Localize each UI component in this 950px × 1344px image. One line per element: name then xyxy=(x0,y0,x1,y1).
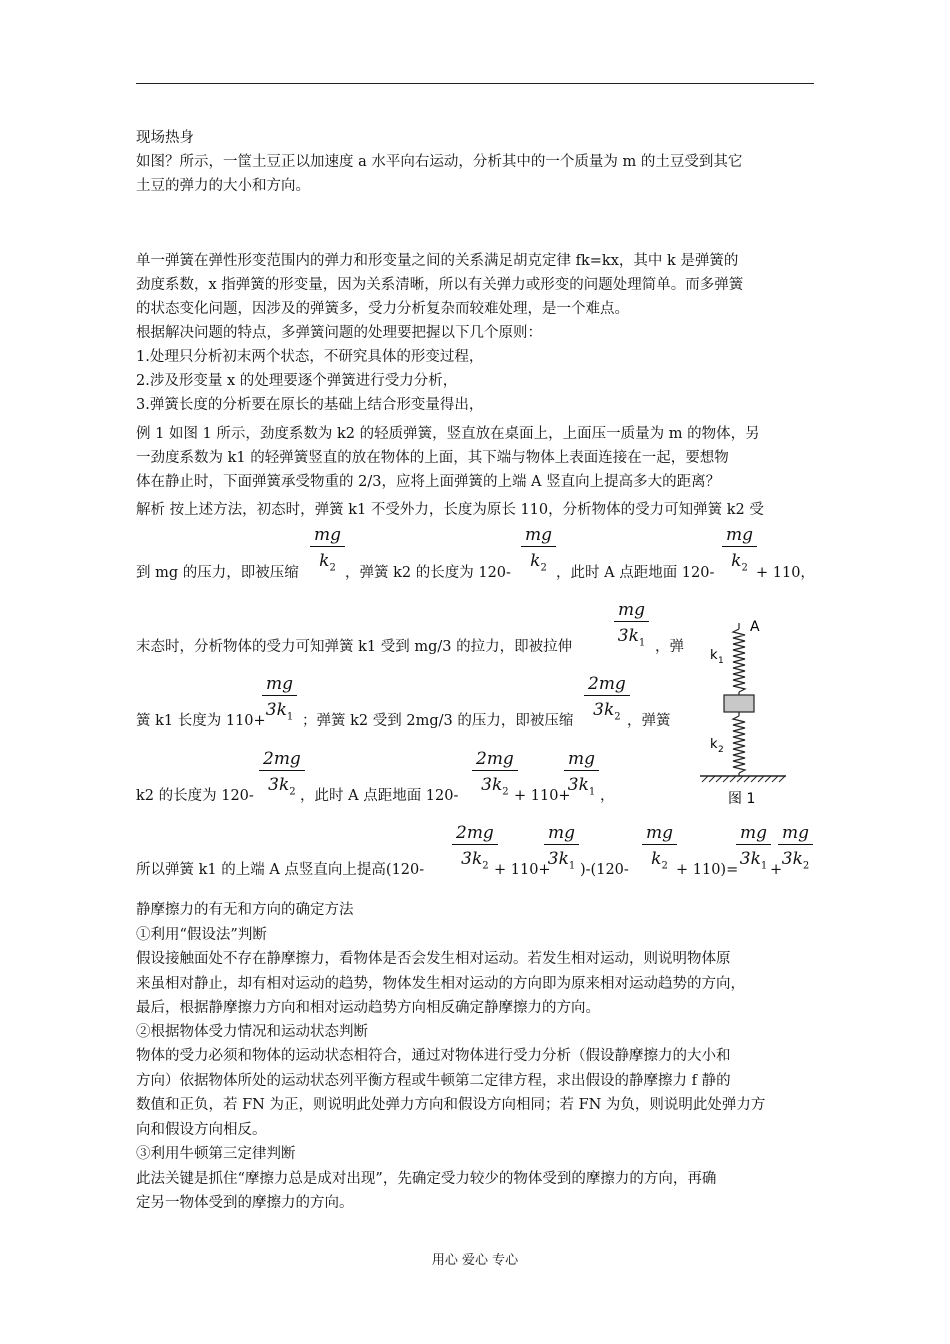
solution-text: 到 mg 的压力，即被压缩 xyxy=(136,565,299,581)
ground-hatch xyxy=(702,776,785,782)
method-2-text: 向和假设方向相反。 xyxy=(136,1122,267,1138)
fraction-mg-over-3k1: $\frac{mg}{3k_1}$ xyxy=(544,822,579,878)
fraction-mg-over-k2: $\frac{mg}{k_2}$ xyxy=(722,524,757,580)
svg-text:k: k xyxy=(710,737,718,752)
solution-text: + 110， xyxy=(756,565,815,581)
example-text-line: 一劲度系数为 k1 的轻弹簧竖直的放在物体的上面，其下端与物体上表面连接在一起，要想物 xyxy=(136,450,729,466)
fraction-2mg-over-3k2: $\frac{2mg}{3k_2}$ xyxy=(584,673,630,729)
warmup-heading: 现场热身 xyxy=(136,130,194,146)
fraction-mg-over-3k1: $\frac{mg}{3k_1}$ xyxy=(614,599,649,655)
fraction-mg-over-3k2: $\frac{mg}{3k_2}$ xyxy=(778,822,813,878)
page-footer: 用心 爱心 专心 xyxy=(431,1253,519,1268)
spring-k2 xyxy=(733,716,745,773)
label-k2 xyxy=(710,737,724,755)
svg-text:k: k xyxy=(710,648,718,663)
solution-text: ，此时 A 点距地面 120- xyxy=(556,565,715,581)
label-k1 xyxy=(710,648,724,666)
method-3-text: 定另一物体受到的摩擦力的方向。 xyxy=(136,1195,354,1211)
spring-k1 xyxy=(733,629,745,692)
fraction-mg-over-3k1: $\frac{mg}{3k_1}$ xyxy=(564,748,599,804)
warmup-text-line: 土豆的弹力的大小和方向。 xyxy=(136,178,310,194)
solution-text: )-(120- xyxy=(580,862,629,878)
intro-text-line: 根据解决问题的特点，多弹簧问题的处理要把握以下几个原则： xyxy=(136,325,542,341)
method-1-text: 来虽相对静止，却有相对运动的趋势，物体发生相对运动的方向即为原来相对运动趋势的方向， xyxy=(136,976,745,992)
solution-text: ， xyxy=(600,788,615,804)
principle-1: 1.处理只分析初末两个状态，不研究具体的形变过程， xyxy=(136,349,484,365)
fraction-mg-over-k2: $\frac{mg}{k_2}$ xyxy=(310,524,345,580)
example-text-line: 例 1 如图 1 所示，劲度系数为 k2 的轻质弹簧，竖直放在桌面上，上面压一质量为 m 的物体，另 xyxy=(136,426,760,442)
solution-text: + 110+ xyxy=(494,862,551,878)
friction-heading: 静摩擦力的有无和方向的确定方法 xyxy=(136,902,354,918)
principle-3: 3.弹簧长度的分析要在原长的基础上结合形变量得出， xyxy=(136,397,484,413)
solution-text: 簧 k1 长度为 110+ xyxy=(136,713,266,729)
intro-text-line: 的状态变化问题，因涉及的弹簧多，受力分析复杂而较难处理，是一个难点。 xyxy=(136,301,629,317)
fraction-2mg-over-3k2: $\frac{2mg}{3k_2}$ xyxy=(452,822,498,878)
method-2-text: 方向）依据物体所处的运动状态列平衡方程或牛顿第二定律方程，求出假设的静摩擦力 f 静的 xyxy=(136,1073,731,1089)
spring-figure xyxy=(690,615,800,810)
solution-text: ，弹簧 xyxy=(627,713,671,729)
fraction-mg-over-3k1: $\frac{mg}{3k_1}$ xyxy=(262,673,297,729)
method-3-title: ③利用牛顿第三定律判断 xyxy=(136,1146,296,1162)
method-2-text: 物体的受力必须和物体的运动状态相符合，通过对物体进行受力分析（假设静摩擦力的大小和 xyxy=(136,1048,731,1064)
method-2-title: ②根据物体受力情况和运动状态判断 xyxy=(136,1024,368,1040)
method-1-text: 最后，根据静摩擦力方向和相对运动趋势方向相反确定静摩擦力的方向。 xyxy=(136,1000,600,1016)
intro-text-line: 单一弹簧在弹性形变范围内的弹力和形变量之间的关系满足胡克定律 fk=kx，其中 k 是弹簧的 xyxy=(136,253,739,269)
principle-2: 2.涉及形变量 x 的处理要逐个弹簧进行受力分析， xyxy=(136,373,458,389)
mass-block xyxy=(724,695,754,712)
solution-text: ，弹 xyxy=(655,639,684,655)
header-rule xyxy=(136,83,814,84)
figure-caption: 图 1 xyxy=(728,791,756,807)
svg-text:2: 2 xyxy=(718,745,724,755)
fraction-mg-over-k2: $\frac{mg}{k_2}$ xyxy=(642,822,677,878)
method-1-text: 假设接触面处不存在静摩擦力，看物体是否会发生相对运动。若发生相对运动，则说明物体原 xyxy=(136,951,731,967)
solution-text-line: 解析 按上述方法，初态时，弹簧 k1 不受外力，长度为原长 110，分析物体的受力可知弹簧 k2 受 xyxy=(136,502,764,518)
warmup-text-line: 如图？所示，一筐土豆正以加速度 a 水平向右运动，分析其中的一个质量为 m 的土豆受到其它 xyxy=(136,154,743,170)
solution-text: ；弹簧 k2 受到 2mg/3 的压力，即被压缩 xyxy=(302,713,574,729)
fraction-2mg-over-3k2: $\frac{2mg}{3k_2}$ xyxy=(472,748,518,804)
solution-text: 末态时，分析物体的受力可知弹簧 k1 受到 mg/3 的拉力，即被拉伸 xyxy=(136,639,573,655)
method-3-text: 此法关键是抓住“摩擦力总是成对出现”，先确定受力较少的物体受到的摩擦力的方向，再确 xyxy=(136,1171,717,1187)
svg-text:1: 1 xyxy=(718,656,724,666)
solution-text: k2 的长度为 120- xyxy=(136,788,254,804)
solution-text: + 110)= xyxy=(676,862,739,878)
fraction-mg-over-3k1: $\frac{mg}{3k_1}$ xyxy=(736,822,771,878)
label-a: A xyxy=(750,619,760,635)
fraction-2mg-over-3k2: $\frac{2mg}{3k_2}$ xyxy=(259,748,305,804)
fraction-mg-over-k2: $\frac{mg}{k_2}$ xyxy=(521,524,556,580)
intro-text-line: 劲度系数，x 指弹簧的形变量，因为关系清晰，所以有关弹力或形变的问题处理简单。而多弹簧 xyxy=(136,277,744,293)
method-1-title: ①利用“假设法”判断 xyxy=(136,927,267,943)
solution-text: + 110+ xyxy=(514,788,571,804)
method-2-text: 数值和正负，若 FN 为正，则说明此处弹力方向和假设方向相同；若 FN 为负，则说明此处弹力方 xyxy=(136,1097,766,1113)
solution-text: 所以弹簧 k1 的上端 A 点竖直向上提高(120- xyxy=(136,862,425,878)
example-text-line: 体在静止时，下面弹簧承受物重的 2/3，应将上面弹簧的上端 A 竖直向上提高多大的距离？ xyxy=(136,474,721,490)
solution-text: + xyxy=(770,862,783,878)
solution-text: ，此时 A 点距地面 120- xyxy=(300,788,459,804)
solution-text: ，弹簧 k2 的长度为 120- xyxy=(345,565,511,581)
